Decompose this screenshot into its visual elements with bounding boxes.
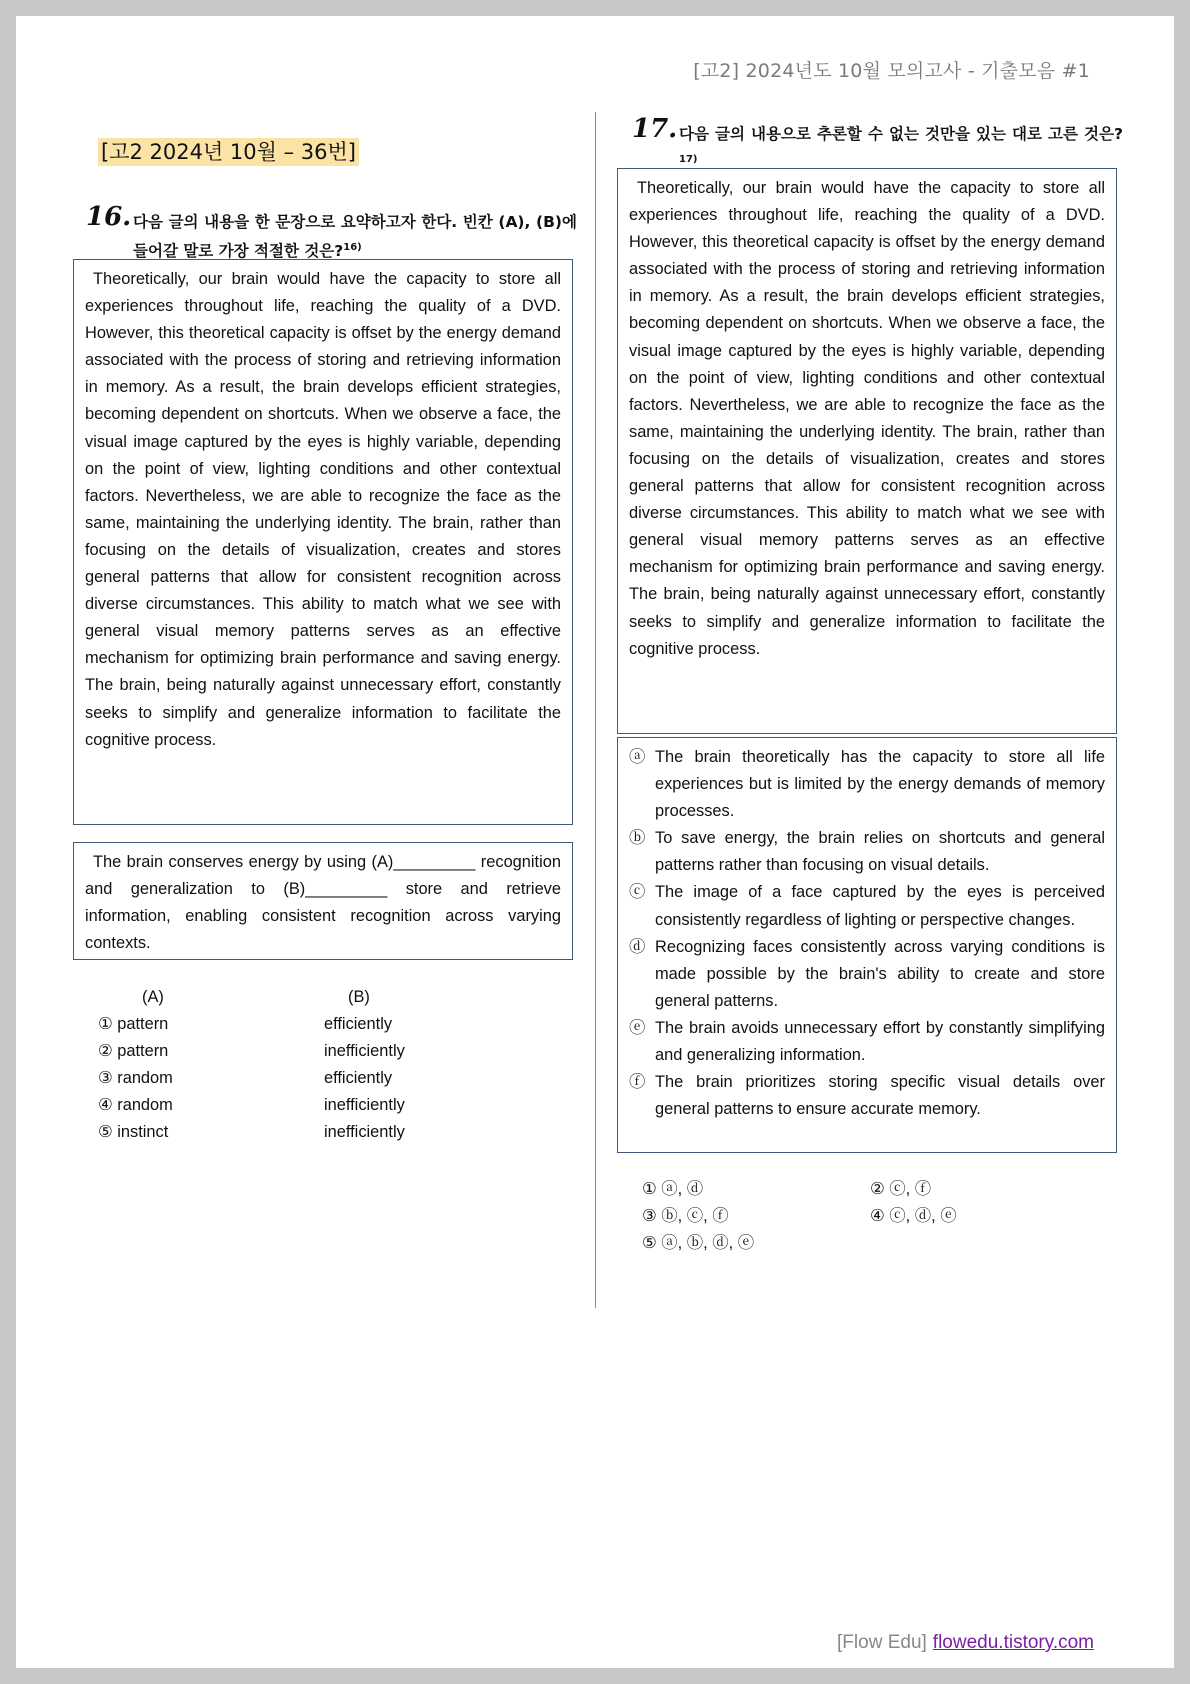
col-a-header: (A)	[142, 988, 164, 1006]
option-3-a: ③ random	[98, 1069, 173, 1087]
question-16-number: 16.	[86, 202, 132, 232]
statement-b-text: To save energy, the brain relies on shortcuts and general patterns rather than focusing on visual details.	[655, 829, 1105, 875]
statement-a-mark: ⓐ	[629, 748, 646, 766]
page-header-title: [고2] 2024년도 10월 모의고사 - 기출모음 #1	[693, 60, 1090, 82]
option-4[interactable]	[98, 1092, 478, 1119]
question-17-instruction-text: 다음 글의 내용으로 추론할 수 없는 것만을 있는 대로 고른 것은?	[679, 125, 1123, 143]
page	[16, 16, 1174, 1668]
option-2[interactable]	[98, 1038, 478, 1065]
question-17-passage: Theoretically, our brain would have the capacity to store all experiences throughout life, reaching the quality of a DVD. However, this theoretical capacity is offset by the energy demand associated with the process of storing and retrieving information in memory. As a result, the brain develops efficient strategies, becoming dependent on shortcuts. When we observe a face, the visual image captured by the eyes is highly variable, depending on the point of view, lighting conditions and other contextual factors. Nevertheless, we are able to recognize the face as the same, maintaining the underlying identity. The brain, rather than focusing on the details of visualization, creates and stores general patterns that allow for consistent recognition across diverse circumstances. This ability to match what we see with general visual memory patterns serves as an effective mechanism for optimizing brain performance and saving energy. The brain, being naturally against unnecessary effort, constantly seeks to simplify and generalize information to facilitate the cognitive process.	[629, 179, 1105, 658]
option-1[interactable]	[98, 1011, 478, 1038]
statement-c-text: The image of a face captured by the eyes is perceived consistently regardless of lighting or perspective changes.	[655, 883, 1105, 929]
statement-b	[629, 825, 1105, 879]
option-5[interactable]	[98, 1119, 478, 1146]
option-1-a: ① pattern	[98, 1015, 169, 1033]
source-tag: [고2 2024년 10월 – 36번]	[98, 138, 359, 166]
choice-3[interactable]: ③ ⓑ, ⓒ, ⓕ	[642, 1207, 729, 1225]
statement-d-text: Recognizing faces consistently across varying conditions is made possible by the brain's ability to create and store general patterns.	[655, 937, 1105, 1010]
option-4-b: inefficiently	[324, 1096, 405, 1114]
question-16-summary-box	[73, 842, 573, 960]
question-17-choices	[642, 1176, 1042, 1257]
option-5-b: inefficiently	[324, 1123, 405, 1141]
choice-row	[642, 1176, 1042, 1203]
option-2-b: inefficiently	[324, 1042, 405, 1060]
statement-e-text: The brain avoids unnecessary effort by constantly simplifying and generalizing information.	[655, 1018, 1105, 1065]
statement-a	[629, 744, 1105, 825]
option-2-a: ② pattern	[98, 1042, 169, 1060]
footnote-16: 16)	[343, 242, 362, 253]
question-16-options	[98, 984, 478, 1146]
choice-row	[642, 1230, 1042, 1257]
footer-brand: [Flow Edu]	[837, 1632, 927, 1653]
question-16-passage-box	[73, 259, 573, 825]
question-17-statements-box	[617, 737, 1117, 1153]
choice-1[interactable]: ① ⓐ, ⓓ	[642, 1180, 704, 1198]
statement-f-mark: ⓕ	[629, 1073, 646, 1092]
statement-b-mark: ⓑ	[629, 829, 646, 848]
choice-row	[642, 1203, 1042, 1230]
question-16-instruction-text: 다음 글의 내용을 한 문장으로 요약하고자 한다. 빈칸 (A), (B)에 들어갈 말로 가장 적절한 것은?	[133, 213, 577, 261]
question-16-instruction	[133, 210, 577, 264]
options-header-row	[98, 984, 478, 1011]
question-16-summary: The brain conserves energy by using (A)_________ recognition and generalization to (B)_________ store and retrieve information, enabling consistent recognition across varying contexts.	[85, 853, 561, 953]
option-3[interactable]	[98, 1065, 478, 1092]
choice-2[interactable]: ② ⓒ, ⓕ	[870, 1180, 932, 1198]
column-divider	[595, 112, 596, 1308]
statement-f	[629, 1069, 1105, 1123]
statement-f-text: The brain prioritizes storing specific visual details over general patterns to ensure accurate memory.	[655, 1073, 1105, 1119]
choice-4[interactable]: ④ ⓒ, ⓓ, ⓔ	[870, 1207, 957, 1225]
footer	[837, 1632, 1094, 1654]
option-5-a: ⑤ instinct	[98, 1123, 169, 1141]
col-b-header: (B)	[348, 988, 370, 1006]
option-4-a: ④ random	[98, 1096, 173, 1114]
option-1-b: efficiently	[324, 1015, 393, 1033]
statement-d-mark: ⓓ	[629, 937, 646, 956]
footnote-17: 17)	[679, 154, 698, 165]
statement-e	[629, 1015, 1105, 1069]
option-3-b: efficiently	[324, 1069, 393, 1087]
question-16-passage: Theoretically, our brain would have the capacity to store all experiences throughout life, reaching the quality of a DVD. However, this theoretical capacity is offset by the energy demand associated with the process of storing and retrieving information in memory. As a result, the brain develops efficient strategies, becoming dependent on shortcuts. When we observe a face, the visual image captured by the eyes is highly variable, depending on the point of view, lighting conditions and other contextual factors. Nevertheless, we are able to recognize the face as the same, maintaining the underlying identity. The brain, rather than focusing on the details of visualization, creates and stores general patterns that allow for consistent recognition across diverse circumstances. This ability to match what we see with general visual memory patterns serves as an effective mechanism for optimizing brain performance and saving energy. The brain, being naturally against unnecessary effort, constantly seeks to simplify and generalize information to facilitate the cognitive process.	[85, 270, 561, 749]
statement-e-mark: ⓔ	[629, 1018, 646, 1037]
question-17-number: 17.	[632, 114, 678, 144]
statement-d	[629, 934, 1105, 1015]
choice-5[interactable]: ⑤ ⓐ, ⓑ, ⓓ, ⓔ	[642, 1234, 755, 1252]
footer-link[interactable]: flowedu.tistory.com	[932, 1632, 1094, 1653]
statement-c-mark: ⓒ	[629, 883, 646, 902]
statement-a-text: The brain theoretically has the capacity to store all life experiences but is limited by the energy demands of memory processes.	[655, 748, 1105, 821]
statement-c	[629, 879, 1105, 933]
question-17-passage-box	[617, 168, 1117, 734]
